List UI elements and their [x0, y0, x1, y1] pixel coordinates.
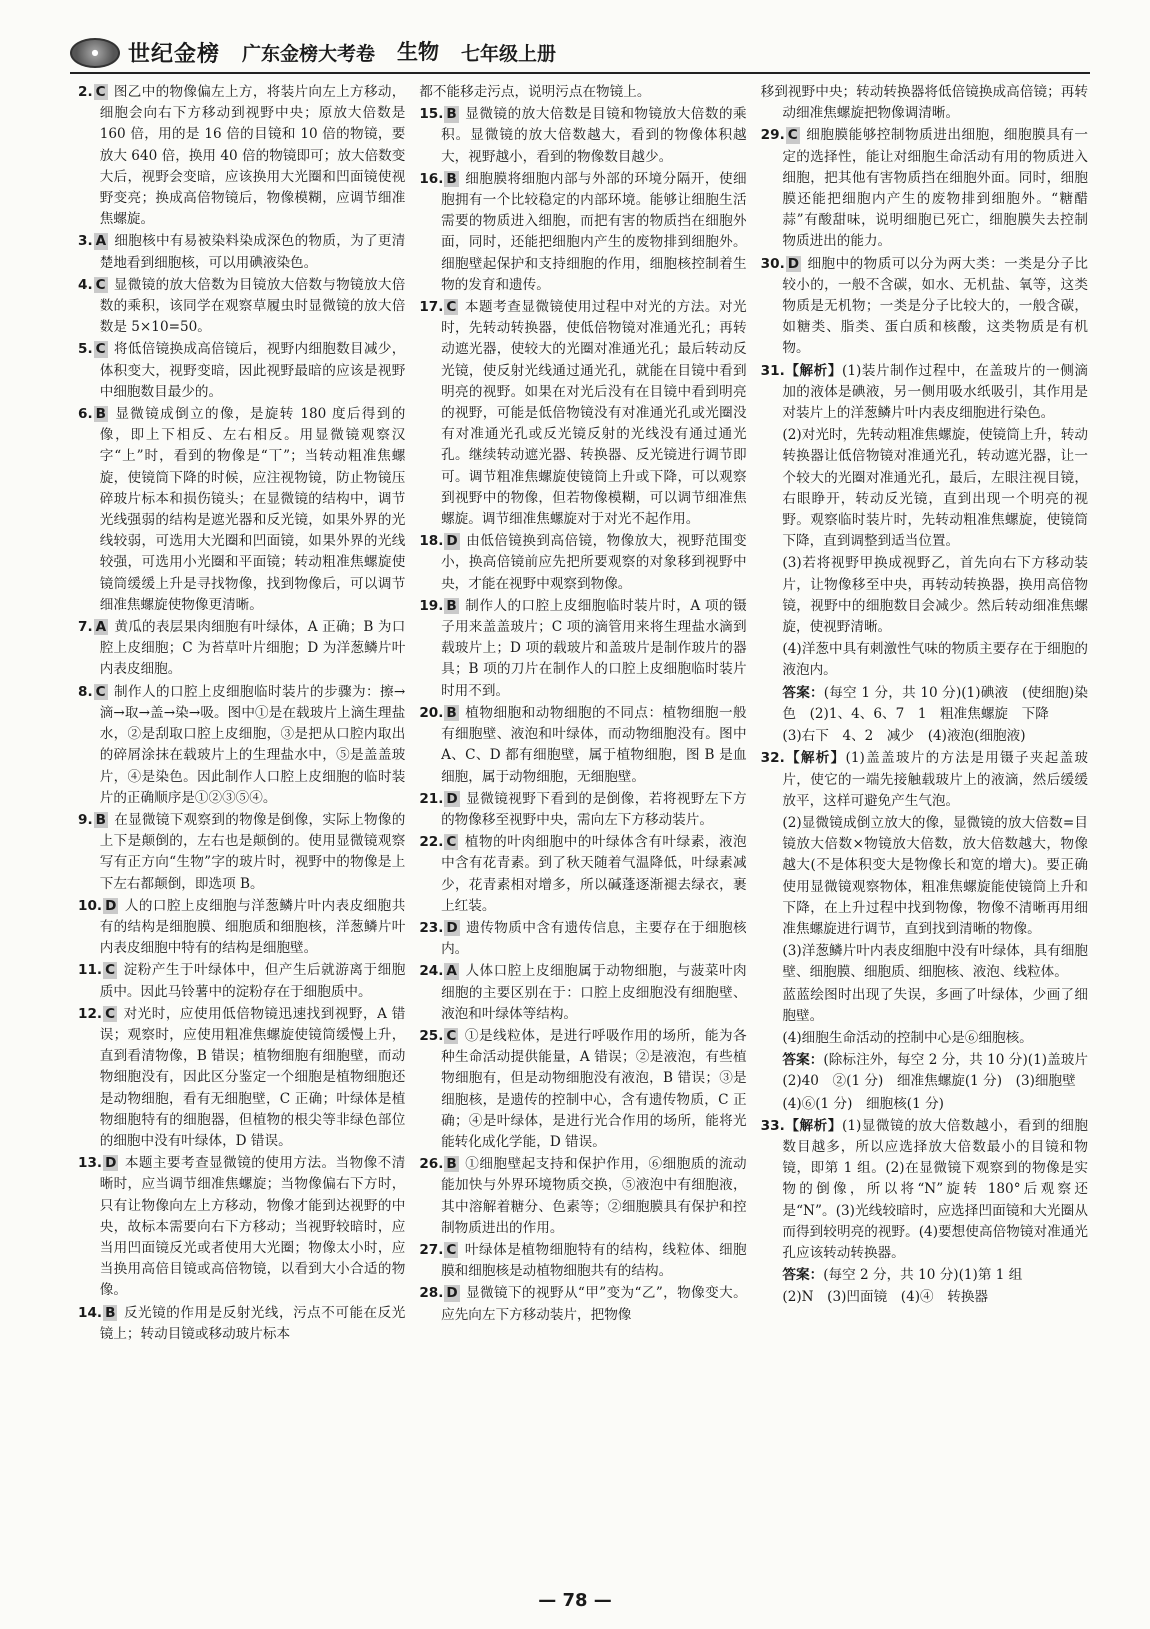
brand-name: 世纪金榜	[128, 42, 221, 67]
question-number: 6.	[78, 406, 93, 423]
answer-item	[761, 125, 1088, 252]
answer-choice-badge: A	[446, 963, 457, 980]
answer-item	[419, 82, 746, 103]
answer-choice-badge: B	[105, 1304, 116, 1321]
answer-item	[78, 404, 405, 616]
answer-item	[761, 1265, 1088, 1286]
explanation-text: 图乙中的物像偏左上方，将装片向左上方移动，细胞会向右下方移动到视野中央；原放大倍数是 160 倍，用的是 16 倍的目镜和 10 倍的物镜，要放大 640 倍，换用 40 倍的物镜即可；放大倍数变大后，视野会变暗，应该换用大光圈和凹面镜使视野变亮；换成高倍物镜后，物像模糊，应调节细准焦螺旋。	[99, 84, 406, 228]
answer-item	[419, 531, 746, 595]
question-number: 25.	[419, 1027, 444, 1044]
explanation-text: (1)装片制作过程中，在盖玻片的一侧滴加的液体是碘液，另一侧用吸水纸吸引，其作用是对装片上的洋葱鳞片叶内表皮细胞进行染色。	[782, 362, 1088, 422]
grade-title: 七年级上册	[461, 43, 557, 65]
question-number: 13.	[78, 1155, 103, 1172]
answer-item	[78, 896, 405, 960]
answer-choice-badge: C	[95, 276, 106, 293]
answer-item	[419, 961, 746, 1025]
answer-choice-badge: B	[95, 811, 106, 828]
question-number: 7.	[78, 619, 93, 636]
question-number: 8.	[78, 683, 93, 700]
answer-item	[761, 813, 1088, 940]
column-3	[760, 82, 1102, 1582]
explanation-text: (3)若将视野甲换成视野乙，首先向右下方移动装片，让物像移至中央，再转动转换器，换用高倍物镜，视野中的细胞数目会减少。然后转动细准焦螺旋，使视野清晰。	[782, 555, 1088, 636]
explanation-text: 由低倍镜换到高倍镜，物像放大，视野范围变小，换高倍镜前应先把所要观察的对象移到视野中央，才能在视野中观察到物像。	[441, 533, 747, 592]
answer-choice-badge: D	[446, 1285, 458, 1302]
answer-item	[761, 361, 1088, 425]
answer-item	[419, 1240, 746, 1282]
answer-choice-badge: C	[105, 962, 116, 979]
explanation-text: (4)⑥(1 分) 细胞核(1 分)	[782, 1095, 944, 1112]
explanation-text: 人的口腔上皮细胞与洋葱鳞片叶内表皮细胞共有的结构是细胞膜、细胞质和细胞核，洋葱鳞片叶内表皮细胞中特有的结构是细胞壁。	[99, 897, 406, 957]
answer-choice-badge: C	[95, 341, 106, 358]
explanation-text: (除标注外，每空 2 分，共 10 分)(1)盖玻片 (2)40 ②(1 分) 细准焦螺旋(1 分) (3)细胞壁	[782, 1052, 1102, 1090]
explanation-text: 制作人的口腔上皮细胞临时装片时，A 项的镊子用来盖盖玻片；C 项的滴管用来将生理盐水滴到载玻片上；D 项的载玻片和盖玻片是制作玻片的器具；B 项的刀片在制作人的口腔上皮细胞临时装片时用不到。	[441, 597, 747, 699]
answer-item	[761, 639, 1088, 681]
explanation-text: (1)盖盖玻片的方法是用镊子夹起盖玻片，使它的一端先接触载玻片上的液滴，然后缓缓放平，这样可避免产生气泡。	[782, 750, 1088, 809]
answer-choice-badge: C	[95, 84, 106, 100]
page-number: — 78 —	[538, 1590, 612, 1611]
explanation-text: 显微镜的放大倍数是目镜和物镜放大倍数的乘积。显微镜的放大倍数越大，看到的物像体积越大，视野越小，看到的物像数目越少。	[441, 106, 747, 165]
answer-item	[761, 1116, 1088, 1264]
answer-item	[419, 1154, 746, 1239]
explanation-text: (4)洋葱中具有刺激性气味的物质主要存在于细胞的液泡内。	[782, 641, 1088, 679]
explanation-text: 细胞膜将细胞内部与外部的环境分隔开，使细胞拥有一个比较稳定的内部环境。能够让细胞生活需要的物质进入细胞，而把有害的物质挡在细胞外面，同时，还能把细胞内产生的废物排到细胞外。细胞壁起保护和支持细胞的作用，细胞核控制着生物的发育和遗传。	[441, 170, 747, 293]
answer-label: 答案：	[782, 1267, 824, 1284]
answer-choice-badge: D	[446, 790, 458, 807]
explanation-text: 在显微镜下观察到的物像是倒像，实际上物像的上下是颠倒的，左右也是颠倒的。使用显微镜观察写有正方向“生物”字的玻片时，视野中的物像是上下左右都颠倒，即选项 B。	[99, 811, 406, 892]
explanation-text: (每空 1 分，共 10 分)(1)碘液 (使细胞)染色 (2)1、4、6、7 1 粗准焦螺旋 下降	[782, 684, 1088, 722]
answer-item	[419, 1026, 746, 1153]
question-number: 24.	[419, 963, 444, 980]
explanation-text: 黄瓜的表层果肉细胞有叶绿体，A 正确；B 为口腔上皮细胞；C 为苔草叶片细胞；D 为洋葱鳞片叶内表皮细胞。	[99, 619, 406, 678]
answer-item	[78, 960, 405, 1002]
question-number: 15.	[419, 106, 444, 123]
question-number: 9.	[78, 811, 93, 828]
question-number: 10.	[78, 897, 103, 914]
answer-choice-badge: C	[446, 1241, 457, 1258]
answer-item	[761, 683, 1088, 725]
explanation-text: (每空 2 分，共 10 分)(1)第 1 组	[823, 1267, 1023, 1284]
answer-item	[78, 1004, 405, 1152]
answer-item	[78, 231, 405, 273]
explanation-text: 将低倍镜换成高倍镜后，视野内细胞数目减少，体积变大，视野变暗，因此视野最暗的应该是视野中细胞数目最少的。	[99, 341, 406, 400]
answer-item	[761, 1028, 1088, 1049]
answer-item	[761, 726, 1088, 747]
answer-item	[78, 275, 405, 339]
answer-item	[419, 789, 746, 831]
answer-item	[419, 832, 746, 917]
answer-item	[419, 703, 746, 788]
question-number: 21.	[419, 790, 444, 807]
explanation-text: (3)洋葱鳞片叶内表皮细胞中没有叶绿体，具有细胞壁、细胞膜、细胞质、细胞核、液泡、线粒体。	[782, 943, 1088, 981]
answer-item	[419, 169, 746, 296]
answer-choice-badge: D	[105, 1155, 117, 1172]
question-number: 23.	[419, 919, 444, 936]
question-number: 18.	[419, 533, 444, 550]
answer-choice-badge: B	[446, 170, 457, 187]
answer-item	[78, 339, 405, 403]
explanation-text: (3)右下 4、2 减少 (4)液泡(细胞液)	[782, 728, 1026, 745]
question-number: 14.	[78, 1304, 103, 1321]
answer-item	[419, 104, 746, 168]
answer-item	[761, 425, 1088, 552]
answer-item	[761, 1050, 1102, 1092]
question-number: 12.	[78, 1005, 103, 1022]
answer-item	[761, 748, 1088, 812]
answer-item	[761, 985, 1088, 1027]
analysis-label: 【解析】	[784, 1117, 843, 1134]
subject-title: 生物	[397, 40, 440, 64]
explanation-text: 显微镜视野下看到的是倒像，若将视野左下方的物像移至视野中央，需向左下方移动装片。	[441, 790, 747, 828]
answer-choice-badge: C	[446, 1027, 457, 1044]
question-number: 29.	[760, 127, 785, 144]
answer-choice-badge: D	[787, 255, 800, 272]
answer-choice-badge: B	[446, 704, 457, 721]
question-number: 26.	[419, 1156, 444, 1173]
question-number: 27.	[419, 1241, 444, 1258]
analysis-label: 【解析】	[784, 750, 846, 767]
explanation-text: (2)对光时，先转动粗准焦螺旋，使镜筒上升，转动转换器让低倍物镜对准通光孔，转动遮光器，让一个较大的光圈对准通光孔，最后，左眼注视目镜，右眼睁开，转动反光镜，直到出现一个明亮的视野。观察临时装片时，先转动粗准焦螺旋，使镜筒下降，直到调整到适当位置。	[782, 427, 1088, 550]
question-number: 22.	[419, 834, 444, 851]
question-number: 16.	[419, 170, 444, 187]
question-number: 28.	[419, 1285, 444, 1302]
answer-item	[419, 297, 746, 530]
answer-choice-badge: B	[446, 1156, 457, 1173]
answer-choice-badge: C	[105, 1005, 116, 1022]
explanation-text: 制作人的口腔上皮细胞临时装片的步骤为：擦→滴→取→盖→染→吸。图中①是在载玻片上滴生理盐水，②是刮取口腔上皮细胞，③是把从口腔内取出的碎屑涂抹在载玻片上的生理盐水中，⑤是盖盖玻片，④是染色。因此制作人口腔上皮细胞的临时装片的正确顺序是①②③⑤④。	[99, 683, 406, 806]
explanation-text: 显微镜的放大倍数为目镜放大倍数与物镜放大倍数的乘积，该同学在观察草履虫时显微镜的放大倍数是 5×10=50。	[99, 276, 406, 336]
question-number: 4.	[78, 276, 93, 293]
explanation-text: (2)显微镜成倒立放大的像，显微镜的放大倍数=目镜放大倍数×物镜放大倍数，放大倍数越大，物像越大(不是体积变大是物像长和宽的增大)。要正确使用显微镜观察物体，粗准焦螺旋能使镜筒上升和下降，在上升过程中找到物像，物像不清晰再用细准焦螺旋进行调节，直到找到清晰的物像。	[782, 814, 1088, 937]
answer-item	[761, 254, 1088, 360]
explanation-text: 本题考查显微镜使用过程中对光的方法。对光时，先转动转换器，使低倍物镜对准通光孔；再转动遮光器，使较大的光圈对准通光孔；最后转动反光镜，使反射光线通过通光孔，就能在目镜中看到明亮的视野。如果在对光后没有在目镜中看到明亮的视野，可能是低倍物镜没有对准通光孔或光圈没有对准通光孔或反光镜反射的光线没有通过通光孔。继续转动遮光器、转换器、反光镜进行调节即可。调节粗准焦螺旋使镜筒上升或下降，可以观察到视野中的物像，但若物像模糊，可以调节细准焦螺旋。调节细准焦螺旋对于对光不起作用。	[441, 299, 747, 528]
answer-item	[761, 941, 1088, 983]
question-number: 5.	[78, 341, 93, 358]
explanation-text: 本题主要考查显微镜的使用方法。当物像不清晰时，应当调节细准焦螺旋；当物像偏右下方时，只有让物像向左上方移动，物像才能到达视野的中央，故标本需要向右下方移动；当视野较暗时，应当用凹面镜反光或者使用大光圈；物像太小时，应当换用高倍目镜或高倍物镜，以看到大小合适的物像。	[99, 1155, 406, 1299]
question-number: 11.	[78, 962, 103, 979]
answer-item	[419, 596, 746, 702]
explanation-text: 都不能移走污点，说明污点在物镜上。	[419, 84, 651, 100]
book-title: 广东金榜大考卷	[242, 43, 376, 65]
answer-choice-badge: C	[446, 834, 457, 851]
answer-columns	[78, 82, 1102, 1582]
answer-item	[78, 810, 405, 895]
answer-item	[78, 682, 405, 809]
answer-choice-badge: A	[95, 619, 107, 636]
explanation-text: 细胞中的物质可以分为两大类：一类是分子比较小的，一般不含碳，如水、无机盐、氧等，这类物质是无机物；一类是分子比较大的，一般含碳，如糖类、脂类、蛋白质和核酸，这类物质是有机物。	[782, 255, 1088, 357]
answer-choice-badge: C	[787, 127, 798, 144]
page-header	[70, 30, 1090, 74]
question-number: 30.	[760, 255, 785, 272]
question-number: 32.	[760, 750, 785, 767]
answer-choice-badge: D	[105, 897, 117, 914]
answer-item	[761, 1094, 1088, 1115]
logo-emblem-icon: ●	[70, 38, 120, 68]
answer-choice-badge: B	[446, 597, 457, 614]
question-number: 2.	[78, 84, 93, 100]
explanation-text: (1)显微镜的放大倍数越小，看到的细胞数目越多，所以应选择放大倍数最小的目镜和物镜，即第 1 组。(2)在显微镜下观察到的物像是实物的倒像，所以将“N”旋转 180°后观察还是“N”。(3)光线较暗时，应选择凹面镜和大光圈从而得到较明亮的视野。(4)要想使高倍物镜对准通光孔应该转动转换器。	[782, 1117, 1088, 1261]
explanation-text: 细胞膜能够控制物质进出细胞，细胞膜具有一定的选择性，能让对细胞生命活动有用的物质进入细胞，把其他有害物质挡在细胞外面。同时，细胞膜还能把细胞内产生的废物排到细胞外。“糖醋蒜”有酸甜味，说明细胞已死亡，细胞膜失去控制物质进出的能力。	[782, 127, 1088, 250]
brand-logo	[70, 37, 220, 72]
answer-label: 答案：	[782, 684, 824, 701]
explanation-text: 人体口腔上皮细胞属于动物细胞，与菠菜叶肉细胞的主要区别在于：口腔上皮细胞没有细胞壁、液泡和叶绿体等结构。	[441, 963, 747, 1022]
explanation-text: ①细胞壁起支持和保护作用，⑥细胞质的流动能加快与外界环境物质交换，⑤液泡中有细胞液，其中溶解着糖分、色素等；②细胞膜具有保护和控制物质进出的作用。	[441, 1156, 747, 1236]
explanation-text: (2)N (3)凹面镜 (4)④ 转换器	[782, 1289, 989, 1306]
question-number: 31.	[760, 362, 785, 379]
explanation-text: 对光时，应使用低倍物镜迅速找到视野，A 错误；观察时，应使用粗准焦螺旋使镜筒缓慢上升，直到看清物像，B 错误；植物细胞有细胞壁，而动物细胞没有，因此区分鉴定一个细胞是植物细胞还是动物细胞，看有无细胞壁，C 正确；叶绿体是植物细胞特有的细胞器，但植物的根尖等非绿色部位的细胞中没有叶绿体，D 错误。	[99, 1005, 406, 1149]
explanation-text: 植物细胞和动物细胞的不同点：植物细胞一般有细胞壁、液泡和叶绿体，而动物细胞没有。图中 A、C、D 都有细胞壁，属于植物细胞，图 B 是血细胞，属于动物细胞，无细胞壁。	[441, 704, 747, 785]
answer-choice-badge: D	[446, 919, 458, 936]
analysis-label: 【解析】	[784, 362, 843, 379]
column-2	[419, 82, 746, 1582]
question-number: 20.	[419, 704, 444, 721]
question-number: 19.	[419, 597, 444, 614]
explanation-text: ①是线粒体，是进行呼吸作用的场所，能为各种生命活动提供能量，A 错误；②是液泡，有些植物细胞有，但是动物细胞没有液泡，B 错误；③是细胞核，是遗传的控制中心，含有遗传物质，C 正确；④是叶绿体，是进行光合作用的场所，能将光能转化成化学能，D 错误。	[441, 1027, 747, 1150]
explanation-text: 显微镜成倒立的像，是旋转 180 度后得到的像，即上下相反、左右相反。用显微镜观察汉字“上”时，看到的物像是“丅”；当转动粗准焦螺旋，使镜筒下降的时候，应注视物镜，防止物镜压碎玻片标本和损伤镜头；在显微镜的结构中，调节光线强弱的结构是遮光器和反光镜，如果外界的光线较弱，可选用大光圈和凹面镜，如果外界的光线较强，可选用小光圈和平面镜；转动粗准焦螺旋使镜筒缓缓上升是寻找物像，找到物像后，可以调节细准焦螺旋使物像更清晰。	[99, 406, 406, 613]
answer-item	[761, 1287, 1088, 1308]
answer-item	[78, 1153, 405, 1301]
explanation-text: 细胞核中有易被染料染成深色的物质，为了更清楚地看到细胞核，可以用碘液染色。	[99, 233, 406, 271]
answer-item	[761, 553, 1088, 638]
answer-label: 答案：	[782, 1052, 824, 1069]
answer-choice-badge: C	[95, 683, 106, 700]
answer-choice-badge: B	[446, 106, 457, 123]
answer-item	[78, 617, 405, 681]
explanation-text: (4)细胞生命活动的控制中心是⑥细胞核。	[782, 1029, 1033, 1046]
question-number: 3.	[78, 233, 93, 250]
explanation-text: 显微镜下的视野从“甲”变为“乙”，物像变大。应先向左下方移动装片，把物像	[441, 1285, 747, 1323]
answer-choice-badge: B	[95, 406, 106, 423]
explanation-text: 蓝蓝绘图时出现了失误，多画了叶绿体，少画了细胞壁。	[782, 986, 1088, 1024]
answer-choice-badge: D	[446, 533, 458, 550]
answer-item	[419, 1283, 746, 1325]
explanation-text: 植物的叶肉细胞中的叶绿体含有叶绿素，液泡中含有花青素。到了秋天随着气温降低，叶绿素减少，花青素相对增多，所以碱蓬逐渐褪去绿衣，裹上红装。	[441, 834, 747, 914]
answer-choice-badge: A	[95, 233, 107, 250]
answer-choice-badge: C	[446, 299, 457, 316]
answer-item	[761, 82, 1088, 124]
answer-item	[419, 918, 746, 960]
question-number: 33.	[760, 1117, 785, 1134]
explanation-text: 移到视野中央；转动转换器将低倍镜换成高倍镜；再转动细准焦螺旋把物像调清晰。	[760, 84, 1088, 122]
answer-item	[78, 1303, 405, 1345]
explanation-text: 淀粉产生于叶绿体中，但产生后就游离于细胞质中。因此马铃薯中的淀粉存在于细胞质中。	[99, 962, 406, 1000]
answer-item	[78, 82, 405, 230]
explanation-text: 叶绿体是植物细胞特有的结构，线粒体、细胞膜和细胞核是动植物细胞共有的结构。	[441, 1241, 747, 1280]
explanation-text: 反光镜的作用是反射光线，污点不可能在反光镜上；转动目镜或移动玻片标本	[99, 1304, 406, 1342]
explanation-text: 遗传物质中含有遗传信息，主要存在于细胞核内。	[441, 919, 747, 958]
column-1	[78, 82, 405, 1582]
question-number: 17.	[419, 299, 444, 316]
